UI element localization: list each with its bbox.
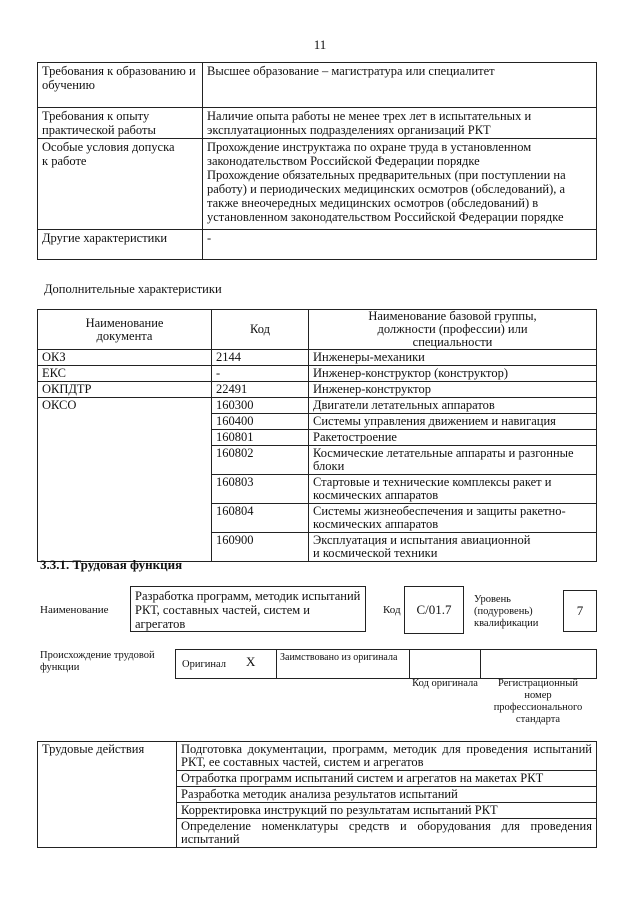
table-row xyxy=(38,350,597,366)
requirement-label: Другие характеристики xyxy=(38,230,203,260)
table-row xyxy=(38,63,597,108)
labor-actions-table xyxy=(37,741,597,848)
code-box xyxy=(404,586,464,634)
requirement-value: Высшее образование – магистратура или специалитет xyxy=(203,63,597,108)
requirement-value xyxy=(203,139,597,230)
table-row xyxy=(38,382,597,398)
level-label: Уровень (подуровень) квалификации xyxy=(474,594,539,629)
table-cell: 160802 xyxy=(212,446,309,475)
requirement-value-line: Прохождение обязательных предварительных (при поступлении на работу) и периодических медицинских осмотров (обследований), а также внеочередных медицинских осмотров (обследований) в установленном законодательством Российской Федерации порядке xyxy=(207,168,566,224)
table-cell: 160900 xyxy=(212,533,309,562)
requirement-value: - xyxy=(203,230,597,260)
table-cell: 22491 xyxy=(212,382,309,398)
table-cell: Ракетостроение xyxy=(309,430,597,446)
table-cell: 160801 xyxy=(212,430,309,446)
column-header: Наименование базовой группы, должности (профессии) или специальности xyxy=(309,310,597,350)
column-header: Наименование документа xyxy=(38,310,212,350)
function-name-box xyxy=(130,586,366,632)
additional-table xyxy=(37,309,597,562)
table-cell: ОКПДТР xyxy=(38,382,212,398)
code-label: Код xyxy=(383,604,401,616)
labor-action-item: Подготовка документации, программ, методик для проведения испытаний РКТ, ее составных частей, систем и агрегатов xyxy=(177,742,597,771)
requirement-label: Требования к опыту практической работы xyxy=(38,108,203,139)
labor-actions-label: Трудовые действия xyxy=(38,742,177,848)
column-header: Код xyxy=(212,310,309,350)
origin-divider xyxy=(276,650,277,678)
table-cell: Космические летательные аппараты и разгонные блоки xyxy=(309,446,597,475)
origin-label: Происхождение трудовой функции xyxy=(40,650,155,673)
requirement-label: Особые условия допуска к работе xyxy=(38,139,203,230)
origin-table xyxy=(175,649,597,679)
table-cell: 2144 xyxy=(212,350,309,366)
additional-title: Дополнительные характеристики xyxy=(44,282,222,296)
table-cell: - xyxy=(212,366,309,382)
original-mark: X xyxy=(246,654,256,669)
reg-number-caption: Регистрационный номер профессионального стандарта xyxy=(493,678,583,725)
table-cell: 160300 xyxy=(212,398,309,414)
labor-action-item: Определение номенклатуры средств и оборудования для проведения испытаний xyxy=(177,819,597,848)
origin-code-caption: Код оригинала xyxy=(412,678,478,689)
page-number: 11 xyxy=(313,37,327,52)
table-cell: Эксплуатация и испытания авиационной и космической техники xyxy=(309,533,597,562)
level-value: 7 xyxy=(576,603,584,618)
table-row xyxy=(38,108,597,139)
table-row xyxy=(38,366,597,382)
table-header-row xyxy=(38,310,597,350)
table-cell: Инженер-конструктор (конструктор) xyxy=(309,366,597,382)
table-row xyxy=(38,742,597,771)
table-cell: Инженер-конструктор xyxy=(309,382,597,398)
requirements-table xyxy=(37,62,597,260)
table-cell: ОКЗ xyxy=(38,350,212,366)
table-cell: ЕКС xyxy=(38,366,212,382)
table-cell: ОКСО xyxy=(38,398,212,562)
table-row xyxy=(38,230,597,260)
table-cell: 160400 xyxy=(212,414,309,430)
original-label: Оригинал xyxy=(182,659,226,670)
table-cell: Инженеры-механики xyxy=(309,350,597,366)
name-label: Наименование xyxy=(40,604,109,616)
table-cell: 160803 xyxy=(212,475,309,504)
table-cell: 160804 xyxy=(212,504,309,533)
level-box xyxy=(563,590,597,632)
labor-action-item: Корректировка инструкций по результатам испытаний РКТ xyxy=(177,803,597,819)
table-cell: Стартовые и технические комплексы ракет и космических аппаратов xyxy=(309,475,597,504)
labor-action-item: Отработка программ испытаний систем и агрегатов на макетах РКТ xyxy=(177,771,597,787)
table-cell: Системы жизнеобеспечения и защиты ракетно-космических аппаратов xyxy=(309,504,597,533)
table-row xyxy=(38,398,597,414)
function-name: Разработка программ, методик испытаний РКТ, составных частей, систем и агрегатов xyxy=(135,589,361,631)
origin-divider xyxy=(409,650,410,678)
requirement-label: Требования к образованию и обучению xyxy=(38,63,203,108)
table-cell: Системы управления движением и навигация xyxy=(309,414,597,430)
origin-divider xyxy=(480,650,481,678)
table-cell: Двигатели летательных аппаратов xyxy=(309,398,597,414)
requirement-value: Наличие опыта работы не менее трех лет в испытательных и эксплуатационных подразделениях организаций РКТ xyxy=(203,108,597,139)
table-row xyxy=(38,139,597,230)
function-heading: 3.3.1. Трудовая функция xyxy=(40,557,183,572)
code-value: С/01.7 xyxy=(416,602,452,617)
requirement-value-line: Прохождение инструктажа по охране труда в установленном законодательством Российской Федерации порядке xyxy=(207,140,532,168)
borrowed-label: Заимствовано из оригинала xyxy=(280,652,398,663)
labor-action-item: Разработка методик анализа результатов испытаний xyxy=(177,787,597,803)
